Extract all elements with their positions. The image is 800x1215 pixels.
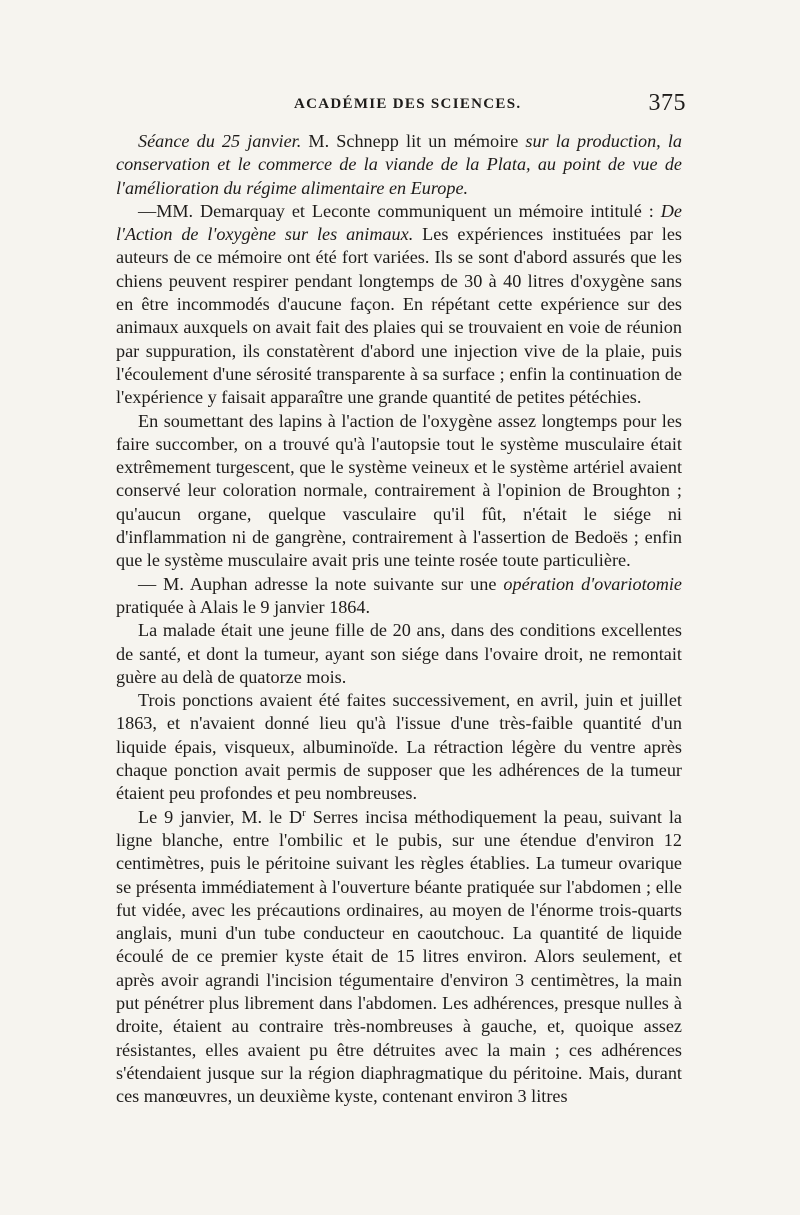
body-text [116,130,682,1108]
operation-title: opération d'ovariotomie [503,573,682,594]
page-number: 375 [648,90,686,116]
paragraph-text: — M. Auphan adresse la note suivante sur une [138,573,504,594]
paragraph-operation [116,806,682,1109]
running-head [116,90,686,130]
paragraph-lapins: En soumettant des lapins à l'action de l'oxygène assez longtemps pour les faire succomber, on a trouvé qu'à l'autopsie tout le système musculaire était extrêmement turgescent, que le système veineux et le système artériel avaient conservé leur coloration normale, contrairement à l'opinion de Broughton ; qu'aucun organe, quelque vasculaire qu'il fût, n'était le siége ni d'inflammation ni de gangrène, contrairement à l'assertion de Bedoës ; enfin que le système musculaire avait pris une teinte rosée toute particulière. [116,410,682,571]
paragraph-ponctions: Trois ponctions avaient été faites successivement, en avril, juin et juillet 1863, et n'avaient donné lieu qu'à l'issue d'une très-faible quantité d'un liquide épais, visqueux, albuminoïde. La rétraction légère du ventre après chaque ponction avait permis de supposer que les adhérences de la tumeur étaient peu profondes et peu nombreuses. [116,690,682,804]
superscript: r [302,806,306,819]
memoir-title: De l'Action de l'oxygène sur les animaux. [116,200,682,245]
paragraph-text: —MM. Demarquay et Leconte communiquent un mémoire intitulé : [138,200,661,221]
paragraph-demarquay [116,200,682,410]
paragraph-text: Les expériences instituées par les auteurs de ce mémoire ont été fort variées. Ils se sont d'abord assurés que les chiens peuvent respirer pendant longtemps de 30 à 40 litres d'oxygène sans en être incommodés d'aucune façon. En répétant cette expérience sur des animaux auxquels on avait fait des plaies qui se trouvaient en voie de réunion par suppuration, ils constatèrent d'abord une injection vive de la plaie, puis l'écoulement d'une sérosité transparente à sa surface ; enfin la continuation de l'expérience y faisait apparaître une grande quantité de petites pétéchies. [116,224,683,408]
paragraph-text: M. Schnepp lit un mémoire [301,131,526,151]
memoir-title: sur la production, la conservation et le commerce de la viande de la Plata, au point de vue de l'amélioration du régime alimentaire en Europe. [116,131,682,198]
paragraph-text: Serres incisa méthodiquement la peau, suivant la ligne blanche, entre l'ombilic et le pubis, sur une étendue d'environ 12 centimètres, puis le péritoine suivant les règles établies. La tumeur ovarique se présenta immédiatement à l'ouverture béante pratiquée sur l'abdomen ; elle fut vidée, avec les précautions ordinaires, au moyen de l'énorme trois-quarts anglais, muni d'un tube conducteur en caoutchouc. La quantité de liquide écoulé de ce premier kyste était de 15 litres environ. Alors seulement, et après avoir agrandi l'incision tégumentaire d'environ 3 centimètres, la main put pénétrer plus librement dans l'abdomen. Les adhérences, presque nulles à droite, étaient au contraire très-nombreuses à gauche, et, quoique assez résistantes, elles avaient pu être détruites avec la main ; ces adhérences s'étendaient jusque sur la région diaphragmatique du péritoine. Mais, durant ces manœuvres, un deuxième kyste, contenant environ 3 litres [116,806,682,1107]
paragraph-auphan [116,573,682,620]
paragraph-seance [116,130,682,200]
paragraph-text: Le 9 janvier, M. le D [138,806,303,827]
seance-date: Séance du 25 janvier. [138,131,302,151]
paragraph-text: pratiquée à Alais le 9 janvier 1864. [116,596,371,617]
page [116,90,686,1108]
running-title: ACADÉMIE DES SCIENCES. [294,96,522,112]
paragraph-malade: La malade était une jeune fille de 20 ans, dans des conditions excellentes de santé, et dont la tumeur, ayant son siége dans l'ovaire droit, ne remontait guère au delà de quatorze mois. [116,620,682,687]
